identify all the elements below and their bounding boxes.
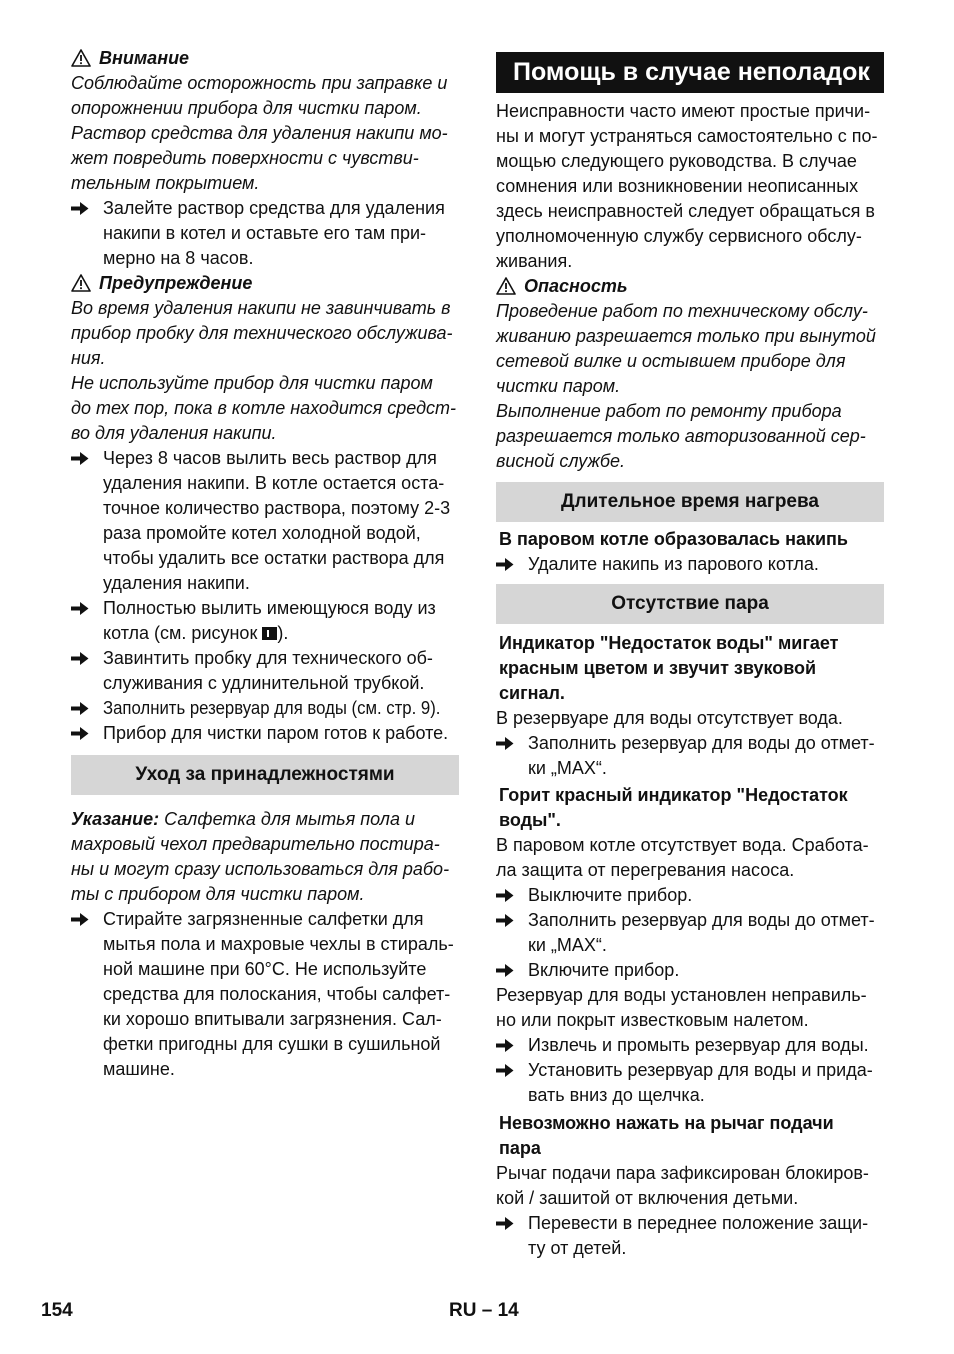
- danger-title: Опасность: [524, 276, 628, 296]
- bullet-step: [71, 907, 459, 1082]
- figure-reference-icon: [262, 627, 277, 640]
- note-text: [71, 807, 459, 907]
- text-line: уполномоченную службу сервисного обслу-: [496, 226, 862, 246]
- text-line: Соблюдайте осторожность при заправке и: [71, 73, 448, 93]
- text-line: удаления накипи. В котле остается оста-: [103, 473, 445, 493]
- text-line: опорожнении прибора для чистки паром.: [71, 98, 422, 118]
- text-line: Полностью вылить имеющуюся воду из: [103, 598, 436, 618]
- text-line: тельным покрытием.: [71, 173, 260, 193]
- text-line: Заполнить резервуар для воды до отмет-: [528, 910, 875, 930]
- text-line: Прибор для чистки паром готов к работе.: [103, 723, 449, 743]
- text-line: [103, 696, 459, 721]
- text-line: ки „MAX“.: [528, 758, 607, 778]
- text-line: живания.: [496, 251, 573, 271]
- text-line: Выключите прибор.: [528, 885, 693, 905]
- text-line: пара: [499, 1138, 541, 1158]
- text-line: точное количество раствора, поэтому 2-3: [103, 498, 451, 518]
- page-number: 154: [41, 1300, 73, 1321]
- text-line: здесь неисправностей следует обращаться в: [496, 201, 875, 221]
- bullet-step: [496, 883, 884, 908]
- arrow-right-icon: [71, 646, 93, 671]
- text-line: ты с прибором для чистки паром.: [71, 884, 365, 904]
- right-column: [496, 46, 884, 1261]
- text-line: Через 8 часов вылить весь раствор для: [103, 448, 437, 468]
- text-fragment: Заполнить резервуар для воды (см. стр. 9).: [103, 698, 441, 718]
- arrow-right-icon: [71, 596, 93, 621]
- bullet-step: [71, 646, 459, 696]
- arrow-right-icon: [71, 446, 93, 471]
- caution-title: Внимание: [99, 48, 190, 68]
- text-line: В паровом котле отсутствует вода. Сработа-: [496, 835, 869, 855]
- arrow-right-icon: [496, 908, 518, 933]
- text-line: Выполнение работ по ремонту прибора: [496, 401, 842, 421]
- text-line: Завинтить пробку для технического об-: [103, 648, 433, 668]
- text-line: Горит красный индикатор "Недостаток: [499, 785, 848, 805]
- text-line: вать вниз до щелчка.: [528, 1085, 705, 1105]
- text-line: сомнения или возникновении неописанных: [496, 176, 859, 196]
- text-line: Не используйте прибор для чистки паром: [71, 373, 433, 393]
- text-line: Во время удаления накипи не завинчивать в: [71, 298, 451, 318]
- text-line: прибор пробку для технического обслужива-: [71, 323, 453, 343]
- text-line: Удалите накипь из парового котла.: [528, 554, 819, 574]
- left-column: [71, 46, 459, 1082]
- text-line: Невозможно нажать на рычаг подачи: [499, 1113, 834, 1133]
- text-fragment: ).: [277, 623, 289, 643]
- bullet-step: [496, 908, 884, 958]
- warning-triangle-icon: [71, 49, 91, 67]
- text-line: Извлечь и промыть резервуар для воды.: [528, 1035, 869, 1055]
- text-line: накипи в котел и оставьте его там при-: [103, 223, 427, 243]
- text-line: Залейте раствор средства для удаления: [103, 198, 445, 218]
- arrow-right-icon: [496, 552, 518, 577]
- warning-triangle-icon: [71, 274, 91, 292]
- text-line: ны и могут устраняться самостоятельно с по-: [496, 126, 878, 146]
- bullet-step: [71, 446, 459, 596]
- warning-heading: [71, 271, 459, 296]
- text-line: мытья пола и махровые чехлы в стираль-: [103, 934, 454, 954]
- intro-text: [496, 99, 884, 274]
- caution-heading: [71, 46, 459, 71]
- problem-heading: [496, 1111, 884, 1161]
- bullet-step: [496, 1033, 884, 1058]
- text-line: но или покрыт известковым налетом.: [496, 1010, 809, 1030]
- text-line: фетки пригодны для сушки в сушильной: [103, 1034, 441, 1054]
- text-line: чистки паром.: [496, 376, 621, 396]
- text-line: [71, 807, 459, 832]
- text-line: Стирайте загрязненные салфетки для: [103, 909, 424, 929]
- problem-heading: В паровом котле образовалась накипь: [499, 529, 848, 549]
- text-line: Включите прибор.: [528, 960, 680, 980]
- warning-text: [71, 296, 459, 446]
- bullet-step: [496, 731, 884, 781]
- text-line: ла защита от перегревания насоса.: [496, 860, 795, 880]
- text-line: красным цветом и звучит звуковой: [499, 658, 817, 678]
- bullet-step: [496, 552, 884, 577]
- text-line: Установить резервуар для воды и прида-: [528, 1060, 873, 1080]
- text-fragment: Салфетка для мытья пола и: [159, 809, 415, 829]
- text-line: ния.: [71, 348, 106, 368]
- text-line: средства для полоскания, чтобы салфет-: [103, 984, 451, 1004]
- text-line: висной службе.: [496, 451, 626, 471]
- text-line: Рычаг подачи пара зафиксирован блокиров-: [496, 1163, 869, 1183]
- text-line: Перевести в переднее положение защи-: [528, 1213, 869, 1233]
- warning-title: Предупреждение: [99, 273, 253, 293]
- chapter-title: Помощь в случае неполадок: [496, 52, 884, 93]
- text-line: В резервуаре для воды отсутствует вода.: [496, 708, 843, 728]
- text-line: воды".: [499, 810, 561, 830]
- text-line: раза промойте котел холодной водой,: [103, 523, 421, 543]
- bullet-step: [71, 696, 459, 721]
- text-line: ной машине при 60°C. Не используйте: [103, 959, 427, 979]
- note-label: Указание:: [71, 809, 160, 829]
- text-line: во для удаления накипи.: [71, 423, 277, 443]
- warning-triangle-icon: [496, 277, 516, 295]
- text-line: ки хорошо впитывали загрязнения. Сал-: [103, 1009, 442, 1029]
- text-line: ки „MAX“.: [528, 935, 607, 955]
- text-line: Неисправности часто имеют простые причи-: [496, 101, 871, 121]
- text-line: ны и могут сразу использоваться для рабо-: [71, 859, 450, 879]
- text-line: кой / зашитой от включения детьми.: [496, 1188, 799, 1208]
- text-line: сетевой вилке и остывшем приборе для: [496, 351, 846, 371]
- problem-heading: [496, 631, 884, 706]
- danger-text: [496, 299, 884, 474]
- arrow-right-icon: [71, 907, 93, 932]
- problem-heading: [496, 783, 884, 833]
- text-line: Раствор средства для удаления накипи мо-: [71, 123, 448, 143]
- caution-text: [71, 71, 459, 196]
- text-line: махровый чехол предварительно постира-: [71, 834, 440, 854]
- arrow-right-icon: [496, 731, 518, 756]
- text-fragment: котла (см. рисунок: [103, 623, 263, 643]
- text-line: сигнал.: [499, 683, 565, 703]
- bullet-step: [496, 1058, 884, 1108]
- text-line: ту от детей.: [528, 1238, 627, 1258]
- text-line: мощью следующего руководства. В случае: [496, 151, 857, 171]
- text-line: Заполнить резервуар для воды до отмет-: [528, 733, 875, 753]
- text-line: живанию разрешается только при вынутой: [496, 326, 876, 346]
- page-code: RU – 14: [449, 1300, 519, 1321]
- bullet-step: [71, 596, 459, 646]
- arrow-right-icon: [496, 958, 518, 983]
- text-line: разрешается только авторизованной сер-: [496, 426, 866, 446]
- arrow-right-icon: [496, 1058, 518, 1083]
- section-heading-heating: Длительное время нагрева: [496, 482, 884, 522]
- arrow-right-icon: [496, 1033, 518, 1058]
- bullet-step: [496, 1211, 884, 1261]
- arrow-right-icon: [71, 721, 93, 746]
- text-line: мерно на 8 часов.: [103, 248, 254, 268]
- section-heading-no-steam: Отсутствие пара: [496, 584, 884, 624]
- bullet-step: [71, 721, 459, 746]
- text-line: до тех пор, пока в котле находится средст-: [71, 398, 457, 418]
- section-heading-accessories: Уход за принадлежностями: [71, 755, 459, 795]
- text-line: Проведение работ по техническому обслу-: [496, 301, 868, 321]
- text-line: удаления накипи.: [103, 573, 250, 593]
- arrow-right-icon: [71, 696, 93, 721]
- bullet-step: [496, 958, 884, 983]
- arrow-right-icon: [496, 883, 518, 908]
- text-line: [103, 621, 459, 646]
- text-line: машине.: [103, 1059, 175, 1079]
- arrow-right-icon: [496, 1211, 518, 1236]
- text-line: Индикатор "Недостаток воды" мигает: [499, 633, 839, 653]
- danger-heading: [496, 274, 884, 299]
- arrow-right-icon: [71, 196, 93, 221]
- text-line: чтобы удалить все остатки раствора для: [103, 548, 445, 568]
- text-line: жет повредить поверхности с чувстви-: [71, 148, 419, 168]
- text-line: служивания с удлинительной трубкой.: [103, 673, 425, 693]
- bullet-step: [71, 196, 459, 271]
- text-line: Резервуар для воды установлен неправиль-: [496, 985, 867, 1005]
